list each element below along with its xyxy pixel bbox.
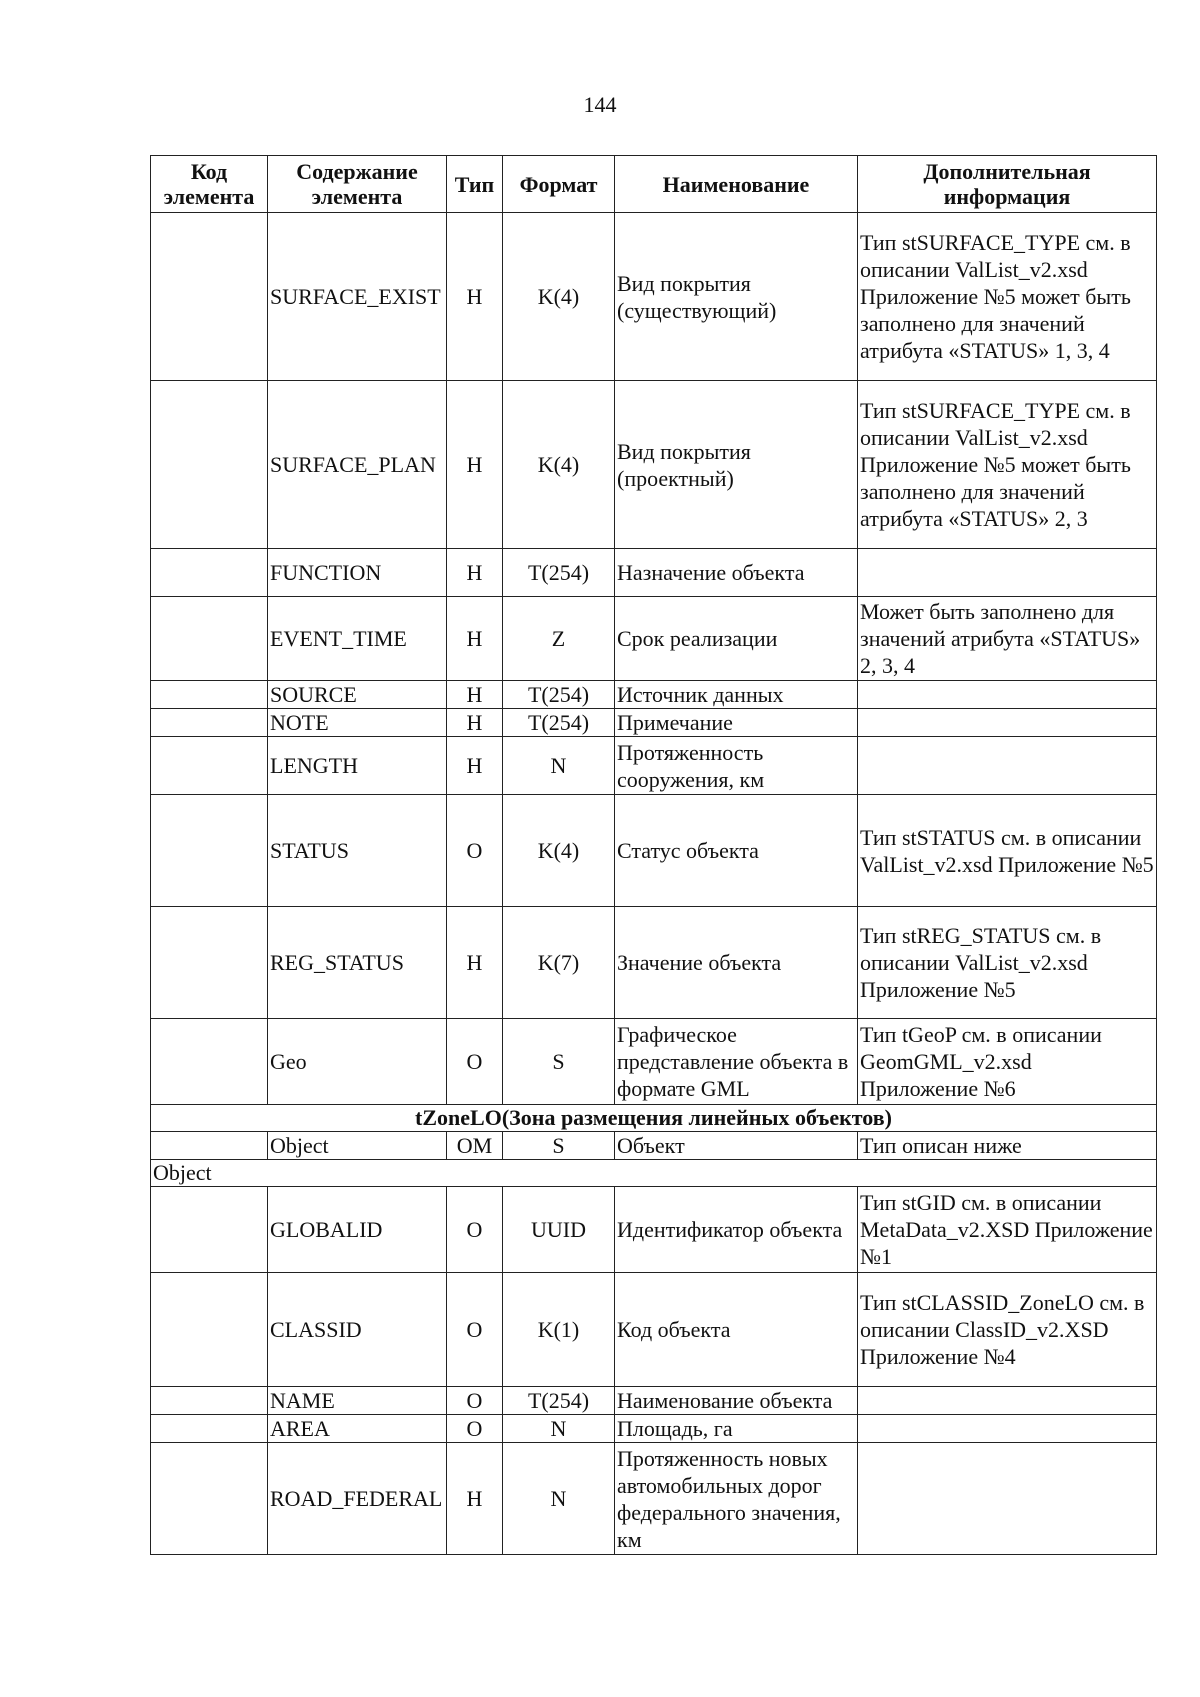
cell-type: Н <box>447 597 503 681</box>
cell-type: Н <box>447 381 503 549</box>
cell-format: T(254) <box>503 1387 615 1415</box>
table-row <box>151 737 1157 795</box>
cell-content: EVENT_TIME <box>268 597 447 681</box>
cell-content: GLOBALID <box>268 1187 447 1273</box>
cell-type: Н <box>447 549 503 597</box>
cell-format: K(1) <box>503 1273 615 1387</box>
cell-info: Тип tGeoP см. в описании GeomGML_v2.xsd Приложение №6 <box>858 1019 1157 1105</box>
header-code: Код элемента <box>151 156 268 213</box>
cell-type: Н <box>447 1443 503 1555</box>
cell-code <box>151 1387 268 1415</box>
cell-code <box>151 795 268 907</box>
header-content: Содержание элемента <box>268 156 447 213</box>
cell-content: AREA <box>268 1415 447 1443</box>
cell-info: Тип stCLASSID_ZoneLO см. в описании ClassID_v2.XSD Приложение №4 <box>858 1273 1157 1387</box>
cell-format: S <box>503 1132 615 1160</box>
cell-name: Примечание <box>615 709 858 737</box>
table-row <box>151 1019 1157 1105</box>
table-row <box>151 213 1157 381</box>
cell-code <box>151 381 268 549</box>
cell-info: Тип stSURFACE_TYPE см. в описании ValList_v2.xsd Приложение №5 может быть заполнено для значений атрибута «STATUS» 2, 3 <box>858 381 1157 549</box>
cell-content: ROAD_FEDERAL <box>268 1443 447 1555</box>
section-title: tZoneLO(Зона размещения линейных объектов) <box>151 1105 1157 1132</box>
cell-info: Тип stSTATUS см. в описании ValList_v2.xsd Приложение №5 <box>858 795 1157 907</box>
table-row <box>151 549 1157 597</box>
cell-name: Площадь, га <box>615 1415 858 1443</box>
cell-name: Протяженность сооружения, км <box>615 737 858 795</box>
cell-type: О <box>447 1387 503 1415</box>
table-row <box>151 597 1157 681</box>
cell-info: Тип stGID см. в описании MetaData_v2.XSD Приложение №1 <box>858 1187 1157 1273</box>
table-row <box>151 1443 1157 1555</box>
section-row <box>151 1105 1157 1132</box>
cell-format: Z <box>503 597 615 681</box>
cell-type: Н <box>447 681 503 709</box>
cell-format: N <box>503 1443 615 1555</box>
table-row <box>151 795 1157 907</box>
cell-type: Н <box>447 907 503 1019</box>
cell-type: О <box>447 1187 503 1273</box>
cell-info <box>858 1415 1157 1443</box>
cell-name: Графическое представление объекта в формате GML <box>615 1019 858 1105</box>
table-row <box>151 681 1157 709</box>
cell-code <box>151 681 268 709</box>
cell-format: N <box>503 737 615 795</box>
cell-content: NOTE <box>268 709 447 737</box>
cell-code <box>151 1132 268 1160</box>
cell-type: О <box>447 1273 503 1387</box>
table-row <box>151 1132 1157 1160</box>
cell-name: Значение объекта <box>615 907 858 1019</box>
cell-format: T(254) <box>503 549 615 597</box>
header-info: Дополнительная информация <box>858 156 1157 213</box>
cell-content: Object <box>268 1132 447 1160</box>
cell-type: О <box>447 1415 503 1443</box>
cell-format: T(254) <box>503 681 615 709</box>
cell-code <box>151 597 268 681</box>
cell-name: Вид покрытия (проектный) <box>615 381 858 549</box>
cell-name: Идентификатор объекта <box>615 1187 858 1273</box>
table-row <box>151 1187 1157 1273</box>
table-row <box>151 709 1157 737</box>
group-label: Object <box>151 1160 1157 1187</box>
cell-info <box>858 737 1157 795</box>
cell-info: Тип stSURFACE_TYPE см. в описании ValList_v2.xsd Приложение №5 может быть заполнено для значений атрибута «STATUS» 1, 3, 4 <box>858 213 1157 381</box>
cell-info <box>858 681 1157 709</box>
cell-content: SURFACE_EXIST <box>268 213 447 381</box>
cell-code <box>151 1273 268 1387</box>
page-number: 144 <box>583 92 617 117</box>
cell-type: ОМ <box>447 1132 503 1160</box>
cell-format: K(7) <box>503 907 615 1019</box>
cell-content: STATUS <box>268 795 447 907</box>
table-row <box>151 1415 1157 1443</box>
cell-code <box>151 1019 268 1105</box>
cell-content: Geo <box>268 1019 447 1105</box>
cell-content: CLASSID <box>268 1273 447 1387</box>
table-row <box>151 1387 1157 1415</box>
group-row <box>151 1160 1157 1187</box>
cell-format: S <box>503 1019 615 1105</box>
cell-code <box>151 213 268 381</box>
cell-code <box>151 1187 268 1273</box>
cell-type: О <box>447 1019 503 1105</box>
cell-format: K(4) <box>503 381 615 549</box>
cell-content: REG_STATUS <box>268 907 447 1019</box>
cell-type: Н <box>447 737 503 795</box>
cell-content: NAME <box>268 1387 447 1415</box>
cell-type: Н <box>447 709 503 737</box>
cell-info <box>858 1443 1157 1555</box>
cell-info <box>858 549 1157 597</box>
header-type: Тип <box>447 156 503 213</box>
cell-content: FUNCTION <box>268 549 447 597</box>
table-header-row <box>151 156 1157 213</box>
table-row <box>151 907 1157 1019</box>
cell-content: SOURCE <box>268 681 447 709</box>
cell-name: Наименование объекта <box>615 1387 858 1415</box>
cell-code <box>151 1443 268 1555</box>
cell-name: Код объекта <box>615 1273 858 1387</box>
table-row <box>151 381 1157 549</box>
cell-info: Может быть заполнено для значений атрибута «STATUS» 2, 3, 4 <box>858 597 1157 681</box>
cell-info <box>858 1387 1157 1415</box>
cell-format: T(254) <box>503 709 615 737</box>
cell-content: LENGTH <box>268 737 447 795</box>
cell-info: Тип описан ниже <box>858 1132 1157 1160</box>
cell-code <box>151 737 268 795</box>
cell-format: UUID <box>503 1187 615 1273</box>
header-name: Наименование <box>615 156 858 213</box>
cell-code <box>151 549 268 597</box>
cell-name: Источник данных <box>615 681 858 709</box>
cell-content: SURFACE_PLAN <box>268 381 447 549</box>
cell-format: K(4) <box>503 213 615 381</box>
cell-name: Статус объекта <box>615 795 858 907</box>
cell-format: N <box>503 1415 615 1443</box>
element-spec-table <box>150 155 1157 1555</box>
cell-code <box>151 709 268 737</box>
cell-name: Срок реализации <box>615 597 858 681</box>
cell-format: K(4) <box>503 795 615 907</box>
cell-code <box>151 1415 268 1443</box>
cell-info: Тип stREG_STATUS см. в описании ValList_v2.xsd Приложение №5 <box>858 907 1157 1019</box>
cell-code <box>151 907 268 1019</box>
cell-name: Вид покрытия (существующий) <box>615 213 858 381</box>
cell-type: О <box>447 795 503 907</box>
cell-name: Объект <box>615 1132 858 1160</box>
cell-info <box>858 709 1157 737</box>
cell-type: Н <box>447 213 503 381</box>
table-row <box>151 1273 1157 1387</box>
header-format: Формат <box>503 156 615 213</box>
cell-name: Протяженность новых автомобильных дорог федерального значения, км <box>615 1443 858 1555</box>
cell-name: Назначение объекта <box>615 549 858 597</box>
